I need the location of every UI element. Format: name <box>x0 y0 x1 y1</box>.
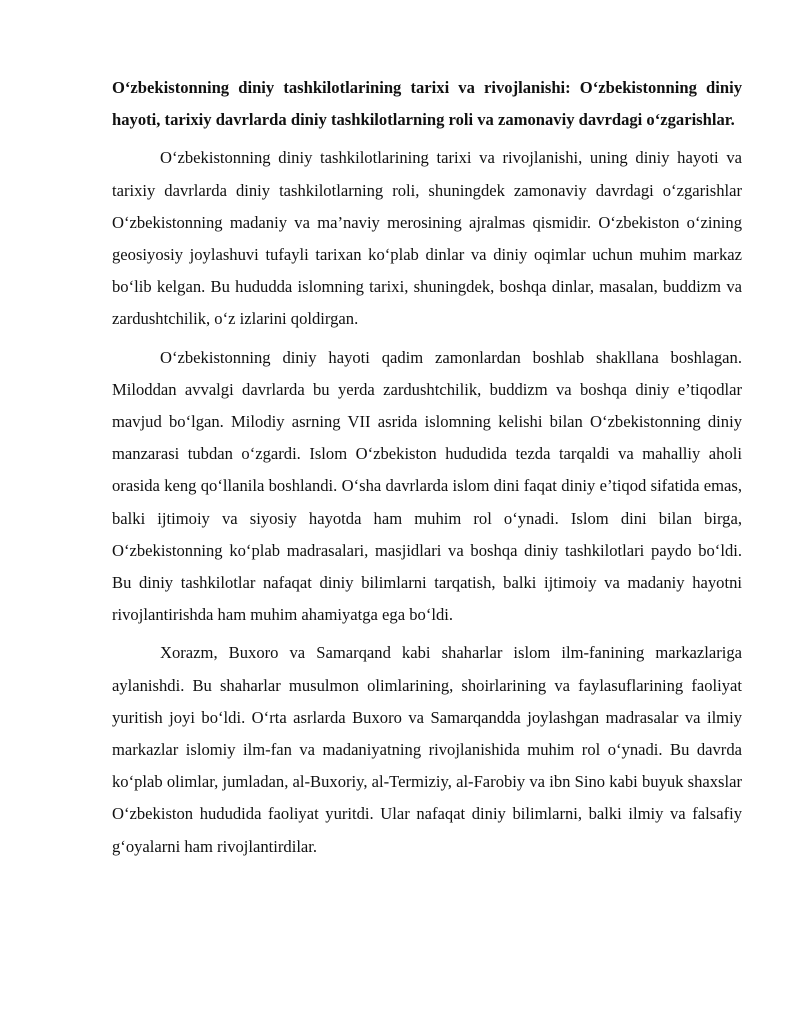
paragraph-1: O‘zbekistonning diniy tashkilotlarining tarixi va rivojlanishi, uning diniy hayoti va tarixiy davrlarda diniy tashkilotlarning roli, shuningdek zamonaviy davrdagi o‘zgarishlar O‘zbekistonning madaniy va ma’naviy merosining ajralmas qismidir. O‘zbekiston o‘zining geosiyosiy joylashuvi tufayli tarixan ko‘plab dinlar va diniy oqimlar uchun muhim markaz bo‘lib kelgan. Bu hududda islomning tarixi, shuningdek, boshqa dinlar, masalan, buddizm va zardushtchilik, o‘z izlarini qoldirgan. <box>112 148 742 329</box>
paragraph-2: O‘zbekistonning diniy hayoti qadim zamonlardan boshlab shakllana boshlagan. Miloddan avvalgi davrlarda bu yerda zardushtchilik, buddizm va boshqa diniy e’tiqodlar mavjud bo‘lgan. Milodiy asrning VII asrida islomning kelishi bilan O‘zbekistonning diniy manzarasi tubdan o‘zgardi. Islom O‘zbekiston hududida tezda tarqaldi va mahalliy aholi orasida keng qo‘llanila boshlandi. O‘sha davrlarda islom dini faqat diniy e’tiqod sifatida emas, balki ijtimoiy va siyosiy hayotda ham muhim rol o‘ynadi. Islom dini bilan birga, O‘zbekistonning ko‘plab madrasalari, masjidlari va boshqa diniy tashkilotlari paydo bo‘ldi. Bu diniy tashkilotlar nafaqat diniy bilimlarni tarqatish, balki ijtimoiy va madaniy hayotni rivojlantirishda ham muhim ahamiyatga ega bo‘ldi. <box>112 347 742 625</box>
document-heading: O‘zbekistonning diniy tashkilotlarining tarixi va rivojlanishi: O‘zbekistonning diniy hayoti, tarixiy davrlarda diniy tashkilotlarning roli va zamonaviy davrdagi o‘zgarishlar. <box>112 78 742 130</box>
paragraph-3: Xorazm, Buxoro va Samarqand kabi shaharlar islom ilm-fanining markazlariga aylanishdi. Bu shaharlar musulmon olimlarining, shoirlarining va faylasuflarining faoliyat yuritish joyi bo‘ldi. O‘rta asrlarda Buxoro va Samarqandda joylashgan madrasalar va ilmiy markazlar islomiy ilm-fan va madaniyatning rivojlanishida muhim rol o‘ynadi. Bu davrda ko‘plab olimlar, jumladan, al-Buxoriy, al-Termiziy, al-Farobiy va ibn Sino kabi buyuk shaxslar O‘zbekiston hududida faoliyat yuritdi. Ular nafaqat diniy bilimlarni, balki ilmiy va falsafiy g‘oyalarni ham rivojlantirdilar. <box>112 643 742 856</box>
document-page <box>112 72 742 869</box>
